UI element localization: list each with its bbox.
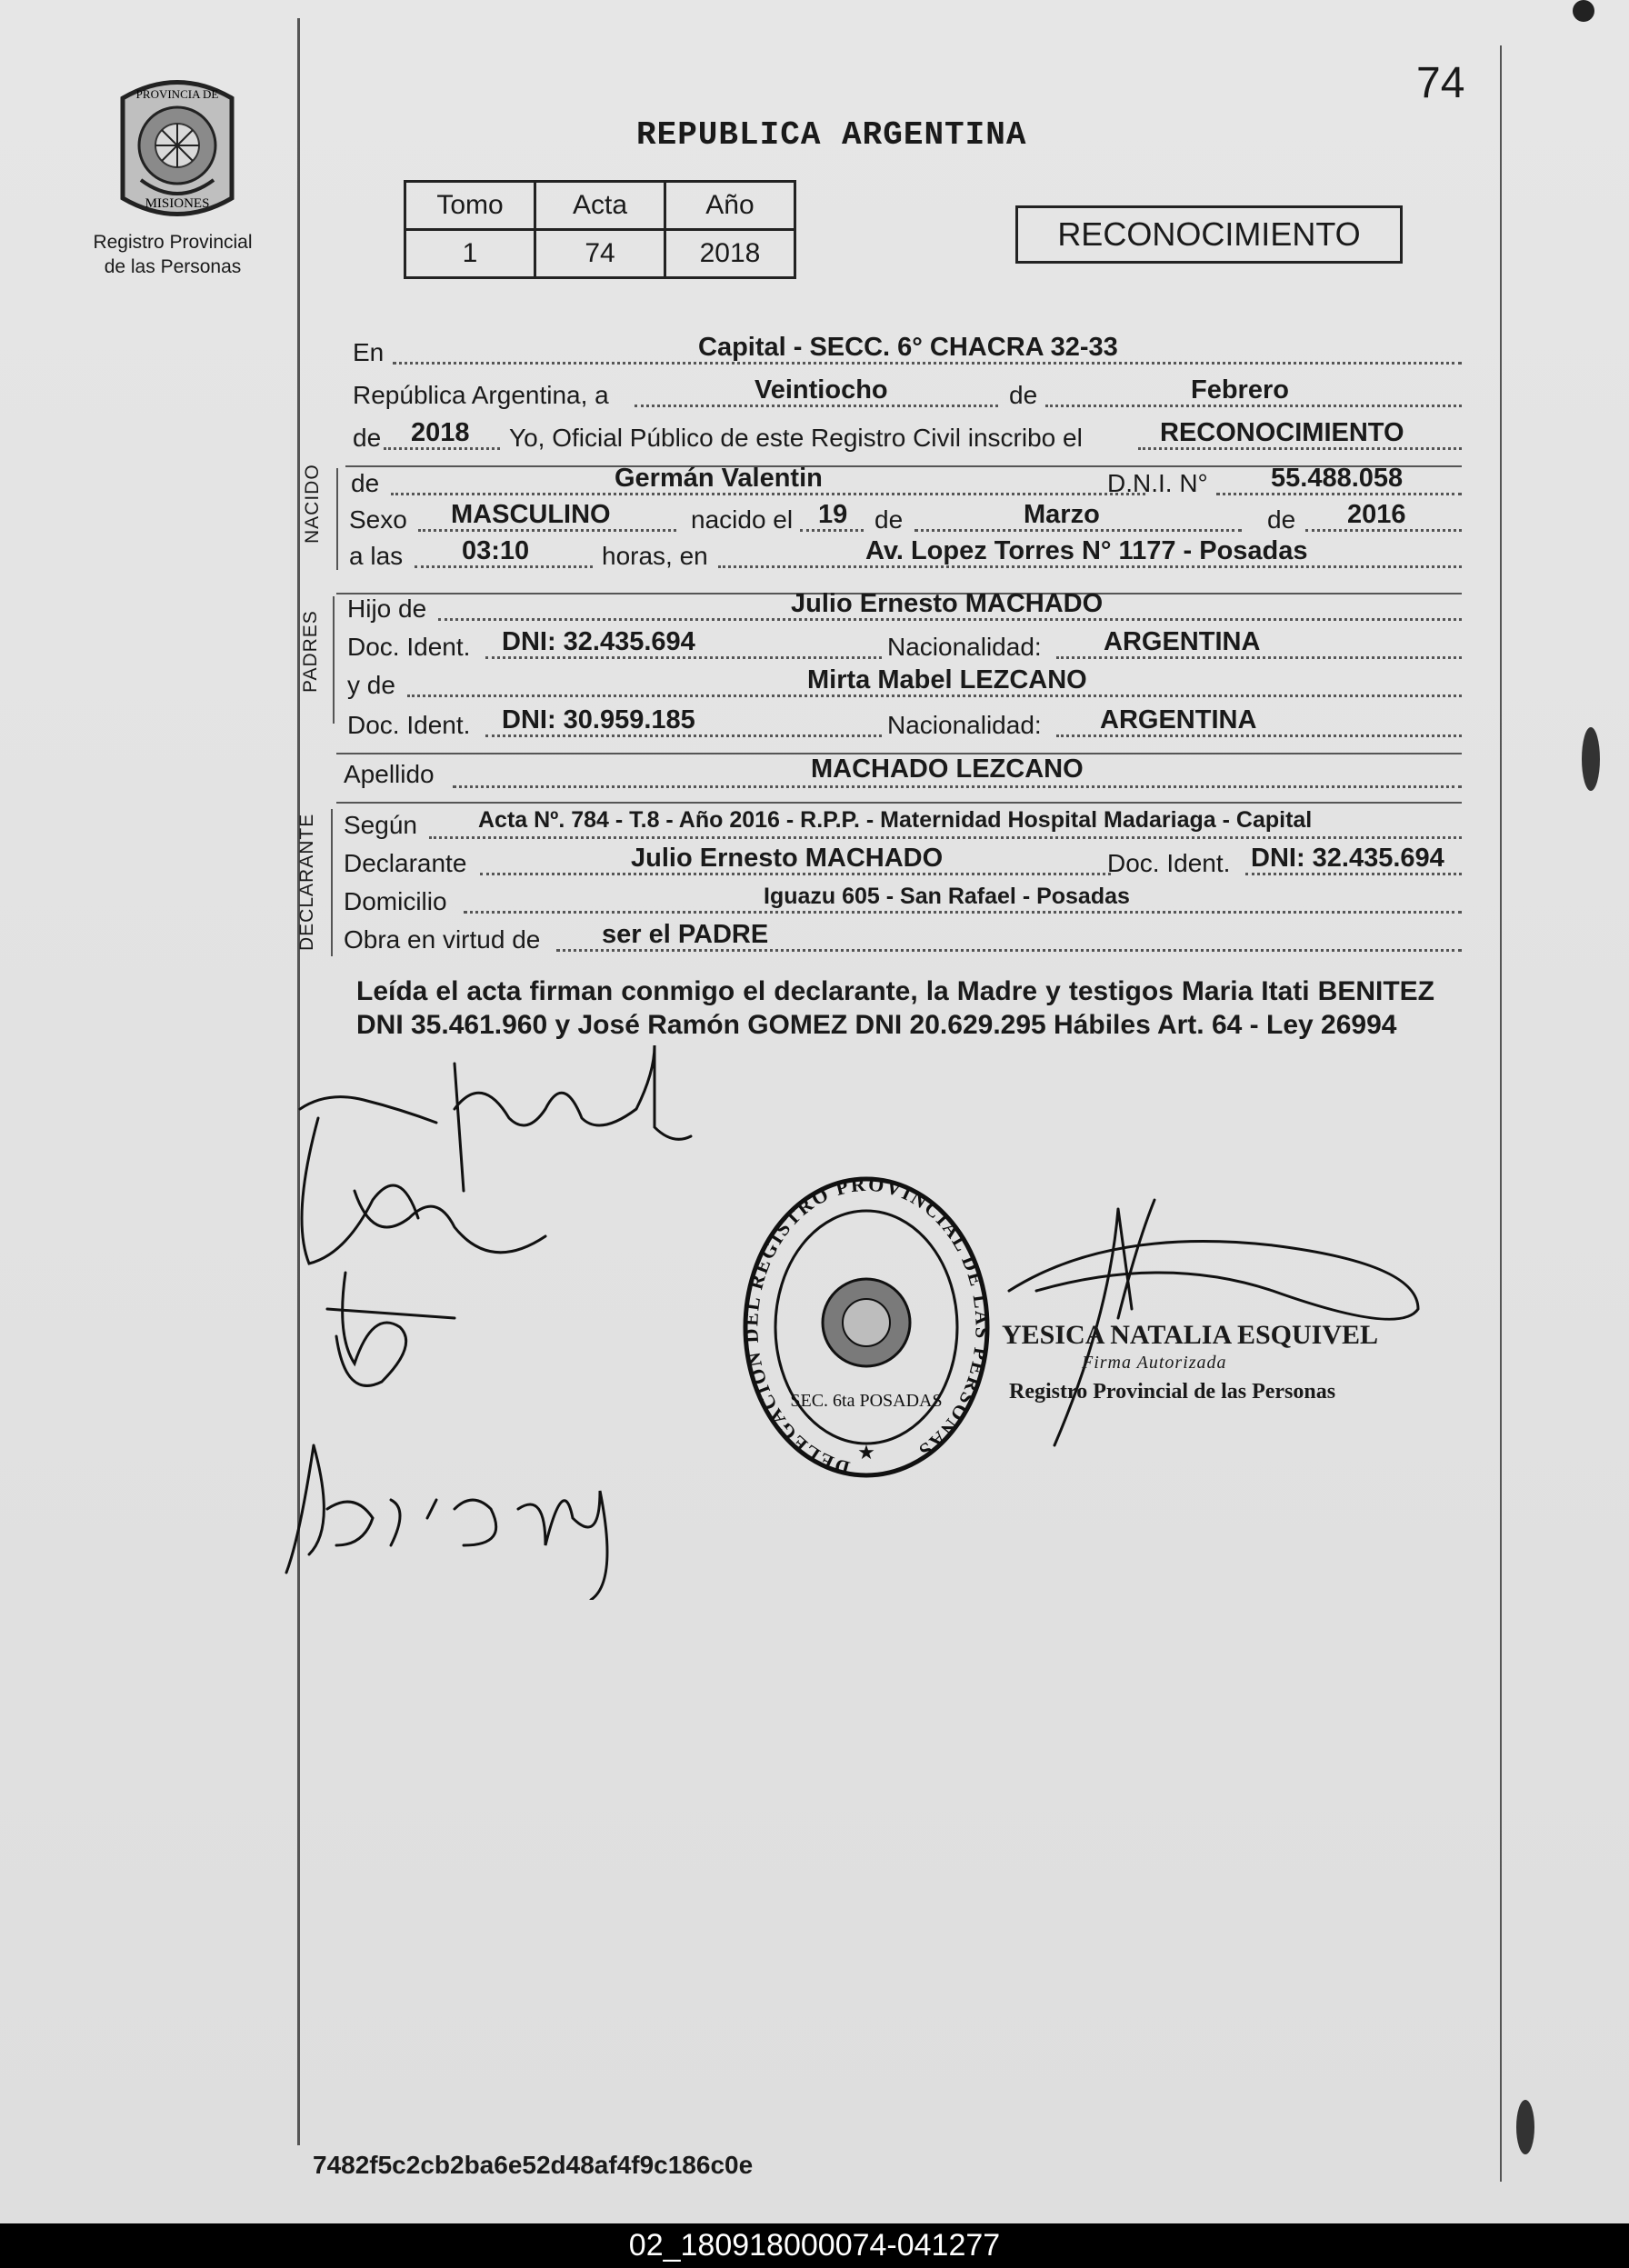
madre-doc-value: DNI: 30.959.185 — [502, 705, 695, 734]
row-hora — [345, 538, 1462, 574]
header-ano: Año — [665, 182, 795, 230]
en-label: En — [353, 338, 385, 366]
nacido-section-label: NACIDO — [302, 464, 323, 544]
sexo-value: MASCULINO — [451, 500, 611, 529]
row-en — [345, 335, 1462, 371]
nac-label: Nacionalidad: — [887, 633, 1042, 661]
table-header-row — [405, 182, 795, 230]
republica-label: República Argentina, a — [353, 381, 609, 409]
apellido-value: MACHADO LEZCANO — [811, 754, 1084, 784]
declarante-value: Julio Ernesto MACHADO — [631, 844, 944, 873]
header-acta: Acta — [535, 182, 665, 230]
de-label: de — [351, 469, 380, 497]
hijo-de-label: Hijo de — [347, 594, 427, 623]
dia-nac-value: 19 — [818, 500, 848, 529]
mes-nac-value: Marzo — [1024, 500, 1100, 529]
row-declarante — [345, 845, 1462, 882]
header-tomo: Tomo — [405, 182, 535, 230]
row-padre — [345, 591, 1462, 627]
ink-stain — [1516, 2100, 1534, 2154]
ink-stain — [1573, 0, 1594, 22]
value-tomo: 1 — [405, 230, 535, 278]
official-name: YESICA NATALIA ESQUIVEL — [1002, 1320, 1379, 1350]
hora-value: 03:10 — [462, 536, 530, 565]
en-value: Capital - SECC. 6° CHACRA 32-33 — [698, 333, 1118, 362]
doc-label: Doc. Ident. — [347, 711, 471, 739]
logo-caption-line1: Registro Provincial — [93, 232, 253, 253]
legal-text: Leída el acta firman conmigo el declarante, la Madre y testigos Maria Itati BENITEZ DNI 35.461.960 y José Ramón GOMEZ DNI 20.629.295 Hábiles Art. 64 - Ley 26994 — [356, 976, 1434, 1040]
nacido-el-label: nacido el — [691, 505, 794, 534]
madre-nac-value: ARGENTINA — [1100, 705, 1257, 734]
table-value-row — [405, 230, 795, 278]
domicilio-label: Domicilio — [344, 887, 447, 915]
tomo-acta-ano-table — [404, 180, 796, 279]
de2-label: de — [353, 424, 382, 452]
value-ano: 2018 — [665, 230, 795, 278]
dni-label: D.N.I. N° — [1107, 469, 1208, 497]
obra-label: Obra en virtud de — [344, 925, 541, 954]
row-inscribo — [345, 420, 1462, 456]
seal-icon — [105, 71, 250, 225]
segun-label: Según — [344, 811, 417, 839]
padres-section-label: PADRES — [300, 610, 321, 693]
alas-label: a las — [349, 542, 404, 570]
nombre-value: Germán Valentin — [615, 464, 823, 493]
value-acta: 74 — [535, 230, 665, 278]
de-label: de — [1009, 381, 1038, 409]
doc-label: Doc. Ident. — [347, 633, 471, 661]
row-padre-doc — [345, 629, 1462, 665]
sexo-label: Sexo — [349, 505, 407, 534]
row-apellido — [345, 756, 1462, 793]
row-domicilio — [345, 884, 1462, 920]
row-fecha — [345, 377, 1462, 414]
padres-bracket — [333, 596, 335, 724]
declarante-doc-value: DNI: 32.435.694 — [1251, 844, 1444, 873]
apellido-label: Apellido — [344, 760, 435, 788]
page-number: 74 — [1416, 59, 1465, 107]
mes-value: Febrero — [1191, 375, 1289, 405]
padre-nac-value: ARGENTINA — [1104, 627, 1261, 656]
madre-value: Mirta Mabel LEZCANO — [807, 665, 1087, 694]
ink-stain — [1582, 727, 1600, 791]
dni-value: 55.488.058 — [1271, 464, 1404, 493]
anio-nac-value: 2016 — [1347, 500, 1406, 529]
horas-en-label: horas, en — [602, 542, 708, 570]
padre-doc-value: DNI: 32.435.694 — [502, 627, 695, 656]
official-role: Firma Autorizada — [1082, 1353, 1227, 1373]
doc-label: Doc. Ident. — [1107, 849, 1231, 877]
padre-value: Julio Ernesto MACHADO — [791, 589, 1104, 618]
declarante-bracket — [331, 809, 333, 956]
declarante-section-label: DECLARANTE — [296, 813, 317, 951]
lugar-value: Av. Lopez Torres N° 1177 - Posadas — [865, 536, 1308, 565]
yo-text: Yo, Oficial Público de este Registro Civil inscribo el — [509, 424, 1083, 452]
logo-caption — [64, 230, 282, 279]
nac-label: Nacionalidad: — [887, 711, 1042, 739]
de-label2: de — [874, 505, 904, 534]
svg-text:SEC. 6ta POSADAS: SEC. 6ta POSADAS — [790, 1391, 943, 1411]
handwritten-signatures — [273, 1036, 709, 1600]
obra-value: ser el PADRE — [602, 920, 769, 949]
act-type-box: RECONOCIMIENTO — [1015, 205, 1403, 264]
svg-text:★: ★ — [857, 1441, 875, 1464]
row-madre-doc — [345, 707, 1462, 744]
svg-text:MISIONES: MISIONES — [145, 196, 210, 211]
anio-value: 2018 — [411, 418, 470, 447]
y-de-label: y de — [347, 671, 395, 699]
svg-text:DELEGACION DEL REGISTRO PROVIN: DELEGACION DEL REGISTRO PROVINCIAL DE LAS PERSONAS — [739, 1172, 994, 1481]
row-madre — [345, 667, 1462, 704]
registry-stamp — [735, 1168, 998, 1486]
footer-id-bar: 02_180918000074-041277 — [0, 2223, 1629, 2268]
official-office: Registro Provincial de las Personas — [1009, 1380, 1336, 1404]
dia-value: Veintiocho — [755, 375, 888, 405]
document-hash: 7482f5c2cb2ba6e52d48af4f9c186c0e — [313, 2151, 754, 2179]
row-obra — [345, 922, 1462, 958]
domicilio-value: Iguazu 605 - San Rafael - Posadas — [764, 884, 1130, 909]
logo-caption-line2: de las Personas — [104, 256, 242, 277]
inscribo-value: RECONOCIMIENTO — [1160, 418, 1404, 447]
nacido-bracket — [336, 468, 338, 570]
segun-value: Acta Nº. 784 - T.8 - Año 2016 - R.P.P. - Maternidad Hospital Madariaga - Capital — [478, 807, 1313, 833]
misiones-seal-logo — [105, 71, 250, 225]
row-segun — [345, 807, 1462, 844]
right-margin-line — [1500, 45, 1502, 2182]
de-label3: de — [1267, 505, 1296, 534]
declarante-label: Declarante — [344, 849, 467, 877]
svg-text:PROVINCIA DE: PROVINCIA DE — [135, 87, 219, 101]
document-title: REPUBLICA ARGENTINA — [636, 116, 1027, 154]
